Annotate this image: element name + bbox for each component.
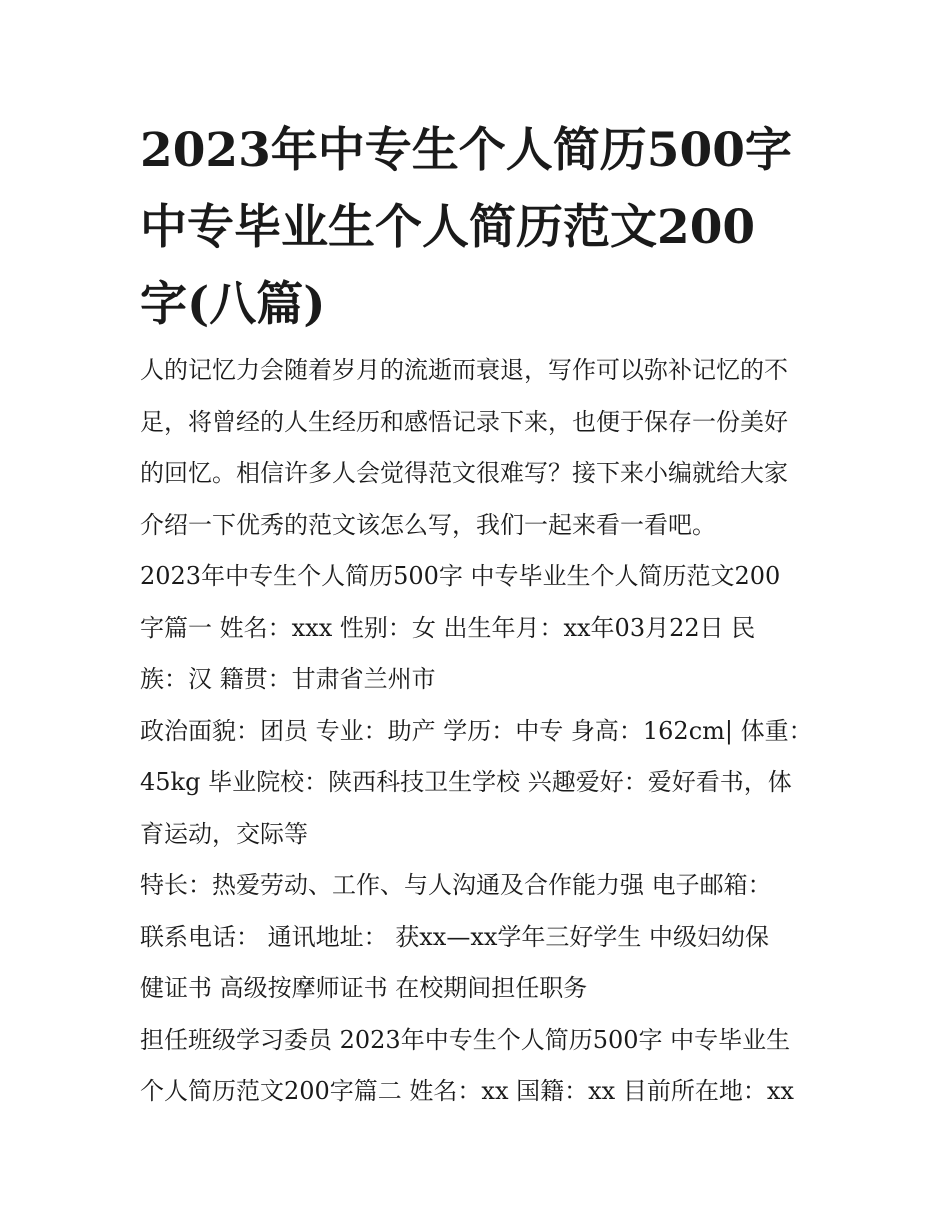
resume-line: 字篇一 姓名：xxx 性别：女 出生年月：xx年03月22日 民 xyxy=(140,613,756,642)
resume-line: 政治面貌：团员 专业：助产 学历：中专 身高：162cm| 体重： xyxy=(140,716,813,745)
intro-line: 足，将曾经的人生经历和感悟记录下来，也便于保存一份美好 xyxy=(140,407,788,436)
intro-line: 的回忆。相信许多人会觉得范文很难写？接下来小编就给大家 xyxy=(140,459,788,487)
resume-line: 健证书 高级按摩师证书 在校期间担任职务 xyxy=(140,974,588,1002)
resume-line: 族：汉 籍贯：甘肃省兰州市 xyxy=(140,665,436,693)
resume-line: 45kg 毕业院校：陕西科技卫生学校 兴趣爱好：爱好看书，体 xyxy=(140,768,792,796)
title-line: 中专毕业生个人简历范文200 xyxy=(140,200,756,255)
title-line: 字(八篇) xyxy=(140,277,326,332)
intro-line: 介绍一下优秀的范文该怎么写，我们一起来看一看吧。 xyxy=(140,510,716,539)
resume-line: 特长：热爱劳动、工作、与人沟通及合作能力强 电子邮箱： xyxy=(140,871,772,899)
intro-line: 人的记忆力会随着岁月的流逝而衰退，写作可以弥补记忆的不 xyxy=(140,356,788,384)
title-line: 2023年中专生个人简历500字 xyxy=(140,123,792,178)
resume-line: 担任班级学习委员 2023年中专生个人简历500字 中专毕业生 xyxy=(140,1025,791,1054)
resume-line: 个人简历范文200字篇二 姓名：xx 国籍：xx 目前所在地：xx xyxy=(140,1077,794,1105)
document-title xyxy=(140,112,820,343)
document-page xyxy=(140,112,820,1118)
resume-line: 2023年中专生个人简历500字 中专毕业生个人简历范文200 xyxy=(140,562,781,590)
document-body xyxy=(140,345,820,1118)
resume-line: 联系电话： 通讯地址： 获xx—xx学年三好学生 中级妇幼保 xyxy=(140,922,770,951)
resume-line: 育运动，交际等 xyxy=(140,819,308,848)
